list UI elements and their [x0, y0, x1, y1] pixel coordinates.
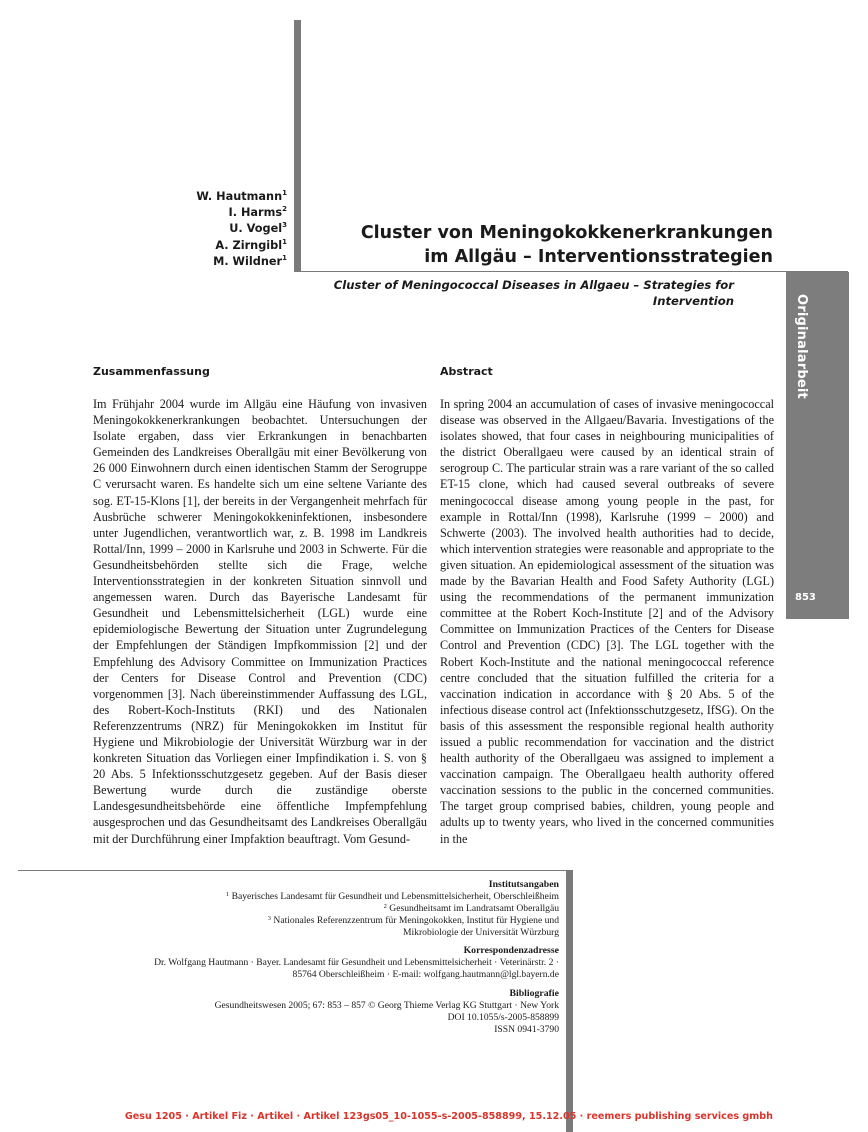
bibliography-heading: Bibliografie — [509, 987, 559, 999]
bibliography-block — [100, 987, 559, 1036]
bibliography-line: Gesundheitswesen 2005; 67: 853 – 857 © Georg Thieme Verlag KG Stuttgart · New York — [214, 999, 559, 1011]
abstract-text: In spring 2004 an accumulation of cases of invasive meningococcal disease was observed in the Allgaeu/Bavaria. Investigations of the isolates showed, that four cases in neighbouring municipalities of the district Oberallgaeu were caused by an identical strain of serogroup C. The particular strain was a rare variant of the so called ET-15 clone, which had caused several outbreaks of severe meningococcal disease among young people in the past, for example in Rottal/Inn (1998), Karlsruhe (1999 – 2000) and Schwerte (2003). The involved health authorities had to decide, which intervention strategies were reasonable and appropriate to the given situation. An epidemiological assessment of the situation was made by the Bavarian Health and Food Safety Authority (LGL) using the recommendations of the permanent immunization committee at the Robert Koch-Institute [2] and of the Advisory Committee on Immunization Practices of the Centers for Disease Control and Prevention (CDC) [3]. The LGL together with the Robert Koch-Institute and the national meningococcal reference centre concluded that the situation fulfilled the criteria for a vaccination indication in accordance with § 20 Abs. 5 of the infectious disease control act (Infektionsschutzgesetz, IfSG). On the basis of this assessment the responsible regional health authority issued a public recommendation for vaccination and the district health authority of the Oberallgaeu was assigned to implement a vaccination campaign. The Oberallgaeu health authority offered vaccination sessions to the public in the concerned communities. The target group comprised babies, children, young people and adults up to twenty years, who lived in the concerned communities in the — [440, 397, 774, 846]
zusammenfassung-text: Im Frühjahr 2004 wurde im Allgäu eine Häufung von invasiven Meningokokkenerkrankungen beobachtet. Untersuchungen der Isolate ergaben, dass vier Erkrankungen in benachbarten Gemeinden des Landkreises Oberallgäu mit einer Bevölkerung von 26 000 Einwohnern durch einen identischen Stamm der Serogruppe C verursacht waren. Es handelte sich um eine seltene Variante des sog. ET-15-Klons [1], der bereits in der Vergangenheit mehrfach für Ausbrüche schwerer Meningokokkeninfektionen, insbesondere unter Jugendlichen, verantwortlich war, z. B. 1998 im Landkreis Rottal/Inn, 1999 – 2000 in Karlsruhe und 2003 in Schwerte. Für die Gesundheitsbehörden stellte sich die Frage, welche Interventionsstrategien in der konkreten Situation sinnvoll und angemessen waren. Durch das Bayerische Landesamt für Gesundheit und Lebensmittelsicherheit (LGL) wurde eine epidemiologische Bewertung der Situation unter Zugrundelegung der Empfehlungen der Ständigen Impfkommission [2] und der Empfehlung des Advisory Committee on Immunization Practices der Centers for Disease Control and Prevention (CDC) vorgenommen [3]. Nach übereinstimmender Auffassung des LGL, des Robert-Koch-Instituts (RKI) und des Nationalen Referenzzentrums (NRZ) für Meningokokken im Institut für Hygiene und Mikrobiologie der Universität Würzburg war in der konkreten Situation das Vorliegen einer Impfindikation i. S. von § 20 Abs. 5 Infektionsschutzgesetz gegeben. Auf der Basis dieser Bewertung wurde durch die zuständige oberste Landesgesundheitsbehörde eine öffentliche Impfempfehlung ausgesprochen und das Gesundheitsamt des Landkreises Oberallgäu mit der Durchführung einer Impfaktion beauftragt. Vom Gesund- — [93, 397, 427, 846]
title-underline-rule — [294, 271, 848, 272]
article-title — [305, 221, 773, 269]
author-item: U. Vogel$^3$ — [229, 221, 287, 236]
info-box-rule — [18, 870, 573, 871]
author-list — [120, 189, 287, 270]
bottom-vertical-rule — [566, 870, 573, 1132]
page-number: 853 — [795, 592, 816, 603]
zusammenfassung-heading: Zusammenfassung — [93, 365, 210, 378]
section-label: Originalarbeit — [794, 294, 809, 399]
institute-line: $^2$ Gesundheitsamt im Landratsamt Oberallgäu — [383, 903, 559, 915]
institute-line: $^1$ Bayerisches Landesamt für Gesundheit und Lebensmittelsicherheit, Oberschleißheim — [225, 891, 559, 902]
correspondence-heading: Korrespondenzadresse — [463, 945, 559, 957]
author-item: W. Hautmann$^1$ — [196, 189, 287, 203]
institute-block — [100, 878, 559, 939]
english-title: Cluster of Meningococcal Diseases in Allgaeu – Strategies for Intervention — [333, 278, 734, 308]
doi-line: DOI 10.1055/s-2005-858899 — [447, 1011, 559, 1023]
section-side-tab — [786, 272, 849, 619]
correspondence-line: Dr. Wolfgang Hautmann · Bayer. Landesamt für Gesundheit und Lebensmittelsicherheit · Veterinärstr. 2 · — [154, 957, 559, 969]
top-vertical-rule — [294, 20, 301, 272]
author-item: A. Zirngibl$^1$ — [215, 237, 287, 252]
title-line-1: Cluster von Meningokokkenerkrankungen — [360, 223, 773, 243]
title-line-2: im Allgäu – Interventionsstrategien — [424, 247, 773, 267]
issn-line: ISSN 0941-3790 — [494, 1023, 559, 1035]
abstract-heading: Abstract — [440, 365, 493, 378]
correspondence-email-line: 85764 Oberschleißheim · E-mail: wolfgang.hautmann@lgl.bayern.de — [292, 969, 559, 981]
correspondence-block — [100, 944, 559, 981]
abstract-column — [440, 364, 774, 847]
institute-heading: Institutsangaben — [488, 879, 559, 890]
author-item: M. Wildner$^1$ — [213, 253, 287, 268]
production-footer: Gesu 1205 · Artikel Fiz · Artikel · Artikel 123gs05_10-1055-s-2005-858899, 15.12.05 · reemers publishing services gmbh — [124, 1111, 773, 1122]
institute-line: $^3$ Nationales Referenzzentrum für Meningokokken, Institut für Hygiene und — [267, 915, 559, 927]
zusammenfassung-column — [93, 364, 427, 847]
article-info-box — [100, 878, 559, 1041]
author-item: I. Harms$^2$ — [228, 205, 287, 220]
institute-line: Mikrobiologie der Universität Würzburg — [402, 927, 559, 939]
